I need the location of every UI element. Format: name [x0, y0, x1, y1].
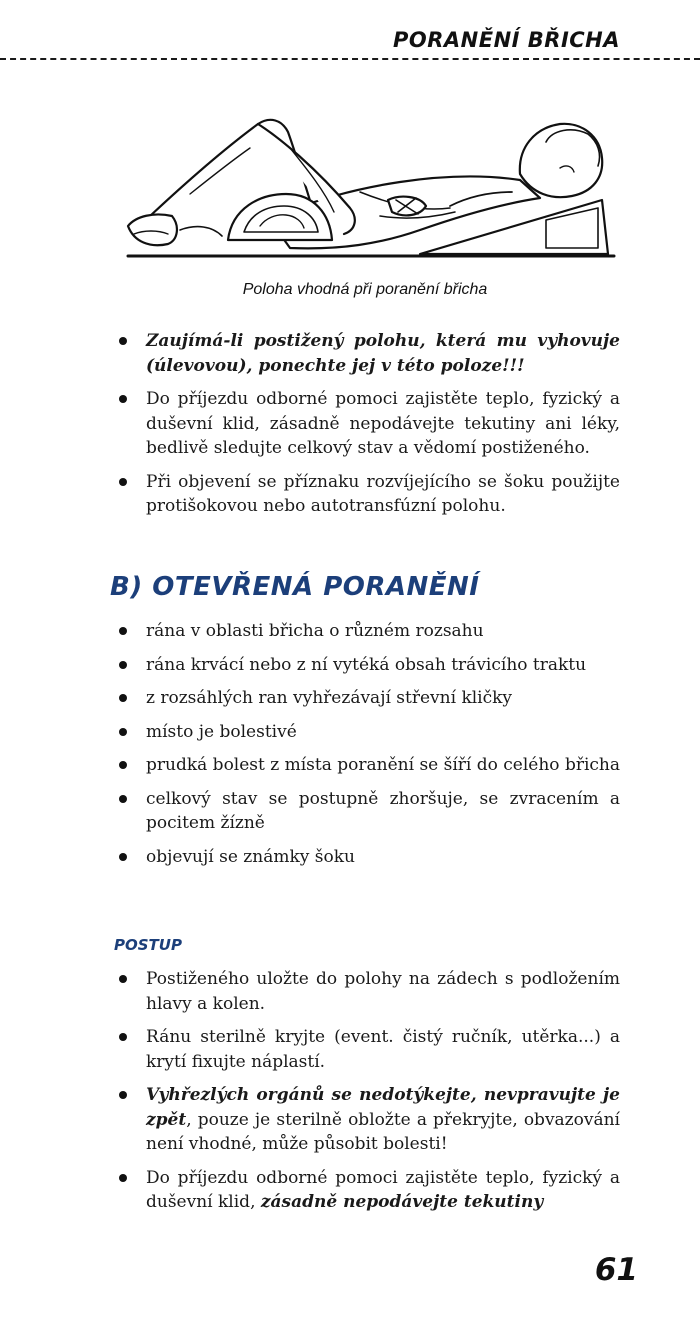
- list-a: [110, 329, 620, 528]
- running-header: PORANĚNÍ BŘICHA: [392, 28, 620, 52]
- list-item: Postiženého uložte do polohy na zádech s podložením hlavy a kolen.: [110, 967, 620, 1016]
- section-heading: B) OTEVŘENÁ PORANĚNÍ: [110, 572, 480, 602]
- bullet-icon: [119, 761, 127, 769]
- figure-caption: Poloha vhodná při poranění břicha: [242, 281, 488, 298]
- list-item: Do příjezdu odborné pomoci zajistěte teplo, fyzický a duševní klid, zásadně nepodávejte tekutiny ani léky, bedlivě sledujte celkový stav a vědomí postiženého.: [110, 387, 620, 461]
- list-item: Ránu sterilně kryjte (event. čistý ručník, utěrka...) a krytí fixujte náplastí.: [110, 1025, 620, 1074]
- list-item: z rozsáhlých ran vyhřezávají střevní kličky: [110, 686, 620, 711]
- bullet-icon: [119, 627, 127, 635]
- list-item: celkový stav se postupně zhoršuje, se zvracením a pocitem žízně: [110, 787, 620, 836]
- bullet-icon: [119, 975, 127, 983]
- bullet-icon: [119, 795, 127, 803]
- bullet-icon: [119, 853, 127, 861]
- list-item: rána krvácí nebo z ní vytéká obsah trávicího traktu: [110, 653, 620, 678]
- bullet-icon: [119, 1033, 127, 1041]
- list-item: objevují se známky šoku: [110, 845, 620, 870]
- bullet-icon: [119, 661, 127, 669]
- bullet-icon: [119, 1091, 127, 1099]
- bullet-icon: [119, 728, 127, 736]
- bullet-icon: [119, 478, 127, 486]
- header-dashed-divider: [0, 58, 700, 60]
- bullet-icon: [119, 1174, 127, 1182]
- list-item: místo je bolestivé: [110, 720, 620, 745]
- symptoms-list: [110, 619, 620, 878]
- list-item: Při objevení se příznaku rozvíjejícího se šoku použijte protišokovou nebo autotransfúzní polohu.: [110, 470, 620, 519]
- list-item: prudká bolest z místa poranění se šíří do celého břicha: [110, 753, 620, 778]
- list-item: Vyhřezlých orgánů se nedotýkejte, nevpravujte je zpět, pouze je sterilně obložte a překryjte, obvazování není vhodné, může působit bolesti!: [110, 1083, 620, 1157]
- bullet-icon: [119, 694, 127, 702]
- list-item: Do příjezdu odborné pomoci zajistěte teplo, fyzický a duševní klid, zásadně nepodávejte tekutiny: [110, 1166, 620, 1215]
- list-item: Zaujímá-li postižený polohu, která mu vyhovuje (úlevovou), ponechte jej v této poloze!!!: [110, 329, 620, 378]
- list-item: rána v oblasti břicha o různém rozsahu: [110, 619, 620, 644]
- page-number: 61: [594, 1252, 638, 1288]
- patient-position-illustration: [120, 108, 620, 260]
- bullet-icon: [119, 395, 127, 403]
- bullet-icon: [119, 337, 127, 345]
- subsection-heading: POSTUP: [114, 936, 182, 954]
- procedure-list: [110, 967, 620, 1224]
